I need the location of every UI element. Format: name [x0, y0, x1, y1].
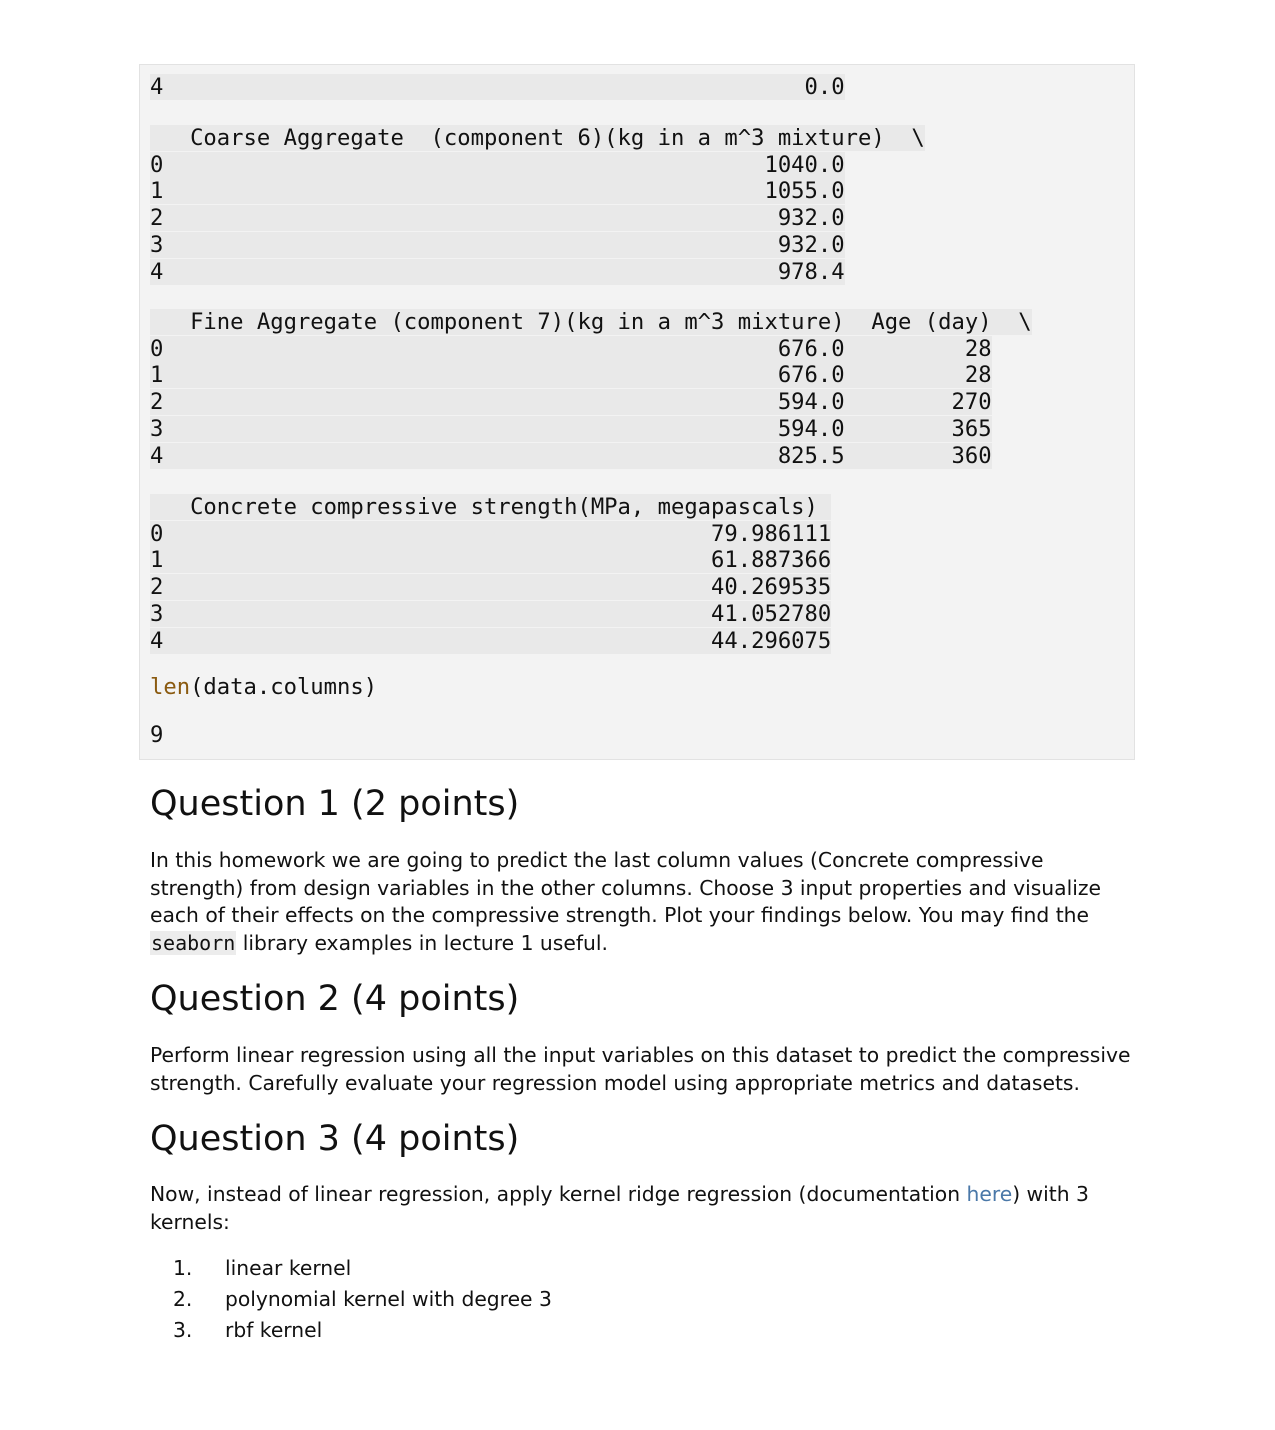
- output-row: 1 61.887366: [150, 547, 832, 574]
- output-header: Coarse Aggregate (component 6)(kg in a m^3 mixture) \: [150, 125, 925, 151]
- output-row: 1 676.0 28: [150, 362, 992, 389]
- question-3-title: Question 3 (4 points): [150, 1119, 520, 1159]
- output-row: 1 1055.0: [150, 178, 845, 205]
- question-2-text: Perform linear regression using all the input variables on this dataset to predict the compressive strength. Carefully evaluate your regression model using appropriate metrics and datasets.: [150, 1043, 1131, 1095]
- code-input-line[interactable]: [150, 674, 377, 701]
- result-value: 9: [150, 722, 164, 748]
- output-row: 4 0.0: [150, 74, 845, 100]
- question-1-text: In this homework we are going to predict the last column values (Concrete compressive strength) from design variables in the other columns. Choose 3 input properties and visualize each of their effects on the compressive strength. Plot your findings below. You may find the seaborn library examples in lecture 1 useful.: [150, 848, 1101, 955]
- list-item: 3. rbf kernel: [173, 1318, 323, 1342]
- output-row: 3 41.052780: [150, 600, 832, 627]
- output-header: Fine Aggregate (component 7)(kg in a m^3 mixture) Age (day) \: [150, 309, 1032, 335]
- question-3-text: Now, instead of linear regression, apply kernel ridge regression (documentation here) with 3 kernels:: [150, 1182, 1089, 1234]
- list-item: 1. linear kernel: [173, 1256, 352, 1280]
- kernel-list: [150, 1253, 552, 1346]
- output-row: 2 932.0: [150, 205, 845, 232]
- output-row: 3 932.0: [150, 231, 845, 258]
- output-fine-aggregate: [150, 309, 1032, 469]
- list-item: 2. polynomial kernel with degree 3: [173, 1287, 552, 1311]
- output-row: 0 676.0 28: [150, 335, 992, 362]
- question-1-title: Question 1 (2 points): [150, 784, 520, 824]
- question-2-title: Question 2 (4 points): [150, 979, 520, 1019]
- output-row: 2 40.269535: [150, 574, 832, 601]
- seaborn-code: seaborn: [151, 930, 236, 955]
- documentation-link[interactable]: here: [966, 1182, 1013, 1206]
- output-row: 3 594.0 365: [150, 415, 992, 442]
- code-result: [150, 722, 163, 749]
- output-row: 0 1040.0: [150, 151, 845, 178]
- output-row: 2 594.0 270: [150, 389, 992, 416]
- output-row: 4 44.296075: [150, 627, 832, 654]
- output-row: 0 79.986111: [150, 520, 832, 547]
- output-fly-ash-tail: [150, 74, 845, 101]
- builtin-len: len: [150, 674, 191, 700]
- output-row: 4 825.5 360: [150, 442, 992, 469]
- output-row: 4 978.4: [150, 258, 845, 285]
- input-args: (data.columns): [190, 674, 378, 700]
- output-header: Concrete compressive strength(MPa, megapascals): [150, 494, 832, 520]
- output-coarse-aggregate: [150, 125, 925, 285]
- output-compressive-strength: [150, 494, 831, 654]
